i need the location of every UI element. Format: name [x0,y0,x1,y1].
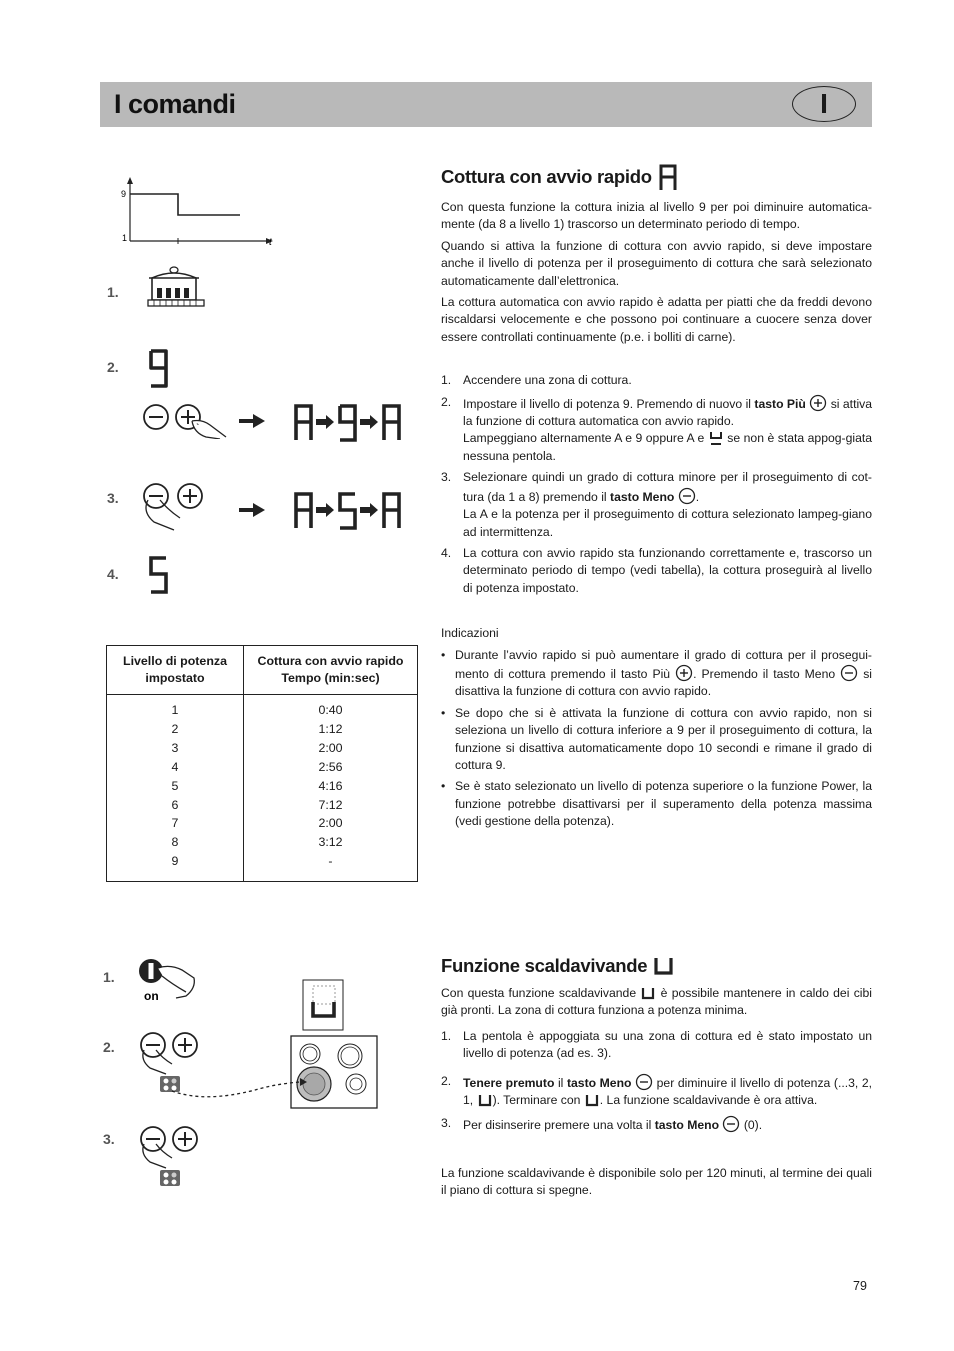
table-times-column: 0:40 1:12 2:00 2:56 4:16 7:12 2:00 3:12 - [244,695,418,882]
display-digit-5-icon [147,554,171,596]
list-item: 2. Tenere premuto il tasto Meno per diminuire il livello di potenza (...3, 2, 1, ). Terminare con . La funzione scaldavivande è ora attiva. [441,1073,873,1108]
keep-warm-section: Funzione scaldavivande Con questa funzione scaldavivande è possibile mantenere in caldo dei cibi già pronti. La zona di cottura funziona a potenza minima. 1. La pentola è appoggiata su una zona di cottura ed è stato impostato un livello di potenza (ad es. 3). 2. Tenere premuto il tasto Meno per diminuire il livello di potenza (...3, 2, 1, ). Terminare con . La funzione scaldavivande è ora attiva. 3. Per disinserire premere una volta il tasto Meno (0). La funzione scaldavivande è disponibile solo per 120 minuti, al termine dei quali il piano di cottura si spegne. [441,954,872,1204]
list-item: • Durante l’avvio rapido si può aumentare il grado di cottura per il prosegui-mento di cottura premendo il tasto Più . Premendo il tasto Meno si disattiva la funzione di cottura con avvio rapido. [441,647,873,699]
language-badge: I [792,86,856,122]
fig-a-step-1: 1. [107,284,119,300]
keep-warm-symbol-icon-3 [477,1092,493,1108]
display-sequence-a5a [292,490,412,530]
table-header-time: Cottura con avvio rapido Tempo (min:sec) [244,646,418,695]
minus-press-with-zone-icon [138,1124,210,1190]
display-digit-9-icon [147,348,171,390]
list-item: 4. La cottura con avvio rapido sta funzionando correttamente e, trascorso un determinato periodo di tempo (vedi tabella), la cottura proseguirà al livello di potenza impostato. [441,545,872,595]
display-sequence-a9a [292,402,412,442]
rapid-start-steps [441,372,872,597]
minus-key-icon-4 [722,1115,740,1133]
fig-a-step-3: 3. [107,490,119,506]
rapid-start-heading: Cottura con avvio rapido [441,163,872,191]
keep-warm-symbol-icon-4 [584,1092,600,1108]
hob-keep-warm-diagram [160,978,385,1113]
graph-y-low: 1 [122,233,128,243]
pot-on-hob-icon [146,264,208,312]
page-header [100,82,872,127]
fig-a-step-2: 2. [107,359,119,375]
rapid-start-table [106,645,418,882]
list-item: • Se dopo che si è attivata la funzione di cottura con avvio rapido, non si seleziona un livello di cottura inferiore a 9 per il proseguimento di cottura, la funzione si disattiva automaticamente dopo 10 secondi e rimane il grado di cottura 9. [441,705,872,772]
table-levels-column: 1 2 3 4 5 6 7 8 9 [107,695,244,882]
on-label: on [144,989,159,1003]
fig-b-step-2: 2. [103,1039,115,1055]
arrow-right-icon [237,413,267,429]
list-item: 3. Per disinserire premere una volta il tasto Meno (0). [441,1116,763,1133]
minus-key-icon-2 [840,664,858,682]
display-a-icon [658,163,680,191]
keep-warm-symbol-icon [653,954,675,978]
list-item: 1. Accendere una zona di cottura. [441,373,632,388]
table-header-level: Livello di potenza impostato [107,646,244,695]
list-item: • Se è stato selezionato un livello di potenza superiore o la funzione Power, la funzione potrebbe disattivarsi per il superamento della potenza massima (vedi gestione della potenza). [441,779,872,829]
fig-a-step-4: 4. [107,566,119,582]
power-time-graph [110,175,280,250]
notes-title: Indicazioni [441,626,499,641]
page-title: I comandi [114,89,236,119]
fig-b-step-3: 3. [103,1131,115,1147]
list-item: 2. Impostare il livello di potenza 9. Premendo di nuovo il tasto Più si attiva la funzione di cottura automatica con avvio rapido. Lampeggiano alternamente A e 9 oppure A e se non è stata appog-giata nessuna pentola. [441,394,873,463]
minus-key-icon-3 [635,1073,653,1091]
list-item: 1. La pentola è appoggiata su una zona di cottura ed è stato impostato un livello di potenza (ad es. 3). [441,1028,872,1061]
graph-y-high: 9 [121,189,127,199]
graph-x-label: t [269,237,272,248]
no-pot-symbol-icon [708,430,724,446]
notes-list [441,647,872,831]
minus-key-icon [678,487,696,505]
page-number: 79 [853,1279,867,1293]
minus-plus-press-icon [140,403,230,439]
rapid-start-section: Cottura con avvio rapido Con questa funzione la cottura inizia al livello 9 per poi diminuire automatica-mente (da 8 a livello 1) trascorso un determinato periodo di tempo. Quando si attiva la funzione di cottura con avvio rapido, si deve impostare anche il livello di potenza per il proseguimento di cottura che sarà selezionato automaticamente dall’elettronica. La cottura automatica con avvio rapido è adatta per piatti che da freddi devono riscaldarsi velocemente e che possono poi continuare a cuocere senza dover essere controllati continuamente (p.e. i bolliti di carne). 1. Accendere una zona di cottura. 2. Impostare il livello di potenza 9. Premendo di nuovo il tasto Più si attiva la funzione di cottura automatica con avvio rapido. Lampeggiano alternamente A e 9 oppure A e se non è stata appog-giata nessuna pentola. 3. Selezionare quindi un grado di cottura minore per il proseguimento di cot-tura (da 1 a 8) premendo il tasto Meno . La A e la potenza per il proseguimento di cottura selezionato lampeg-giano ad intermittenza. 4. La cottura con avvio rapido sta funzionando correttamente e, trascorso un determinato periodo di tempo (vedi tabella), la cottura proseguirà al livello di potenza impostato. Indicazioni • Durante l’avvio rapido si può aumentare il grado di cottura per il prosegui-mento di cottura premendo il tasto Più . Premendo il tasto Meno si disattiva la funzione di cottura con avvio rapido. • Se dopo che si è attivata la funzione di cottura con avvio rapido, non si seleziona un livello di cottura inferiore a 9 per il proseguimento di cottura, la funzione si disattiva automaticamente dopo 10 secondi e rimane il grado di cottura 9. • Se è stato selezionato un livello di potenza superiore o la funzione Power, la funzione potrebbe disattivarsi per il superamento della potenza massima (vedi gestione della potenza). [441,163,872,835]
fig-b-step-1: 1. [103,969,115,985]
keep-warm-symbol-icon-2 [640,985,656,1001]
arrow-right-icon-2 [237,502,267,518]
plus-key-icon-2 [675,664,693,682]
keep-warm-heading: Funzione scaldavivande [441,954,872,978]
keep-warm-steps [441,1028,872,1135]
list-item: 3. Selezionare quindi un grado di cottura minore per il proseguimento di cot-tura (da 1 a 8) premendo il tasto Meno . La A e la potenza per il proseguimento di cottura selezionato lampeg-giano ad intermittenza. [441,470,872,539]
plus-key-icon [809,394,827,412]
minus-press-plus-icon [140,482,230,532]
keep-warm-footer: La funzione scaldavivande è disponibile solo per 120 minuti, al termine dei quali il piano di cottura si spegne. [441,1165,872,1198]
